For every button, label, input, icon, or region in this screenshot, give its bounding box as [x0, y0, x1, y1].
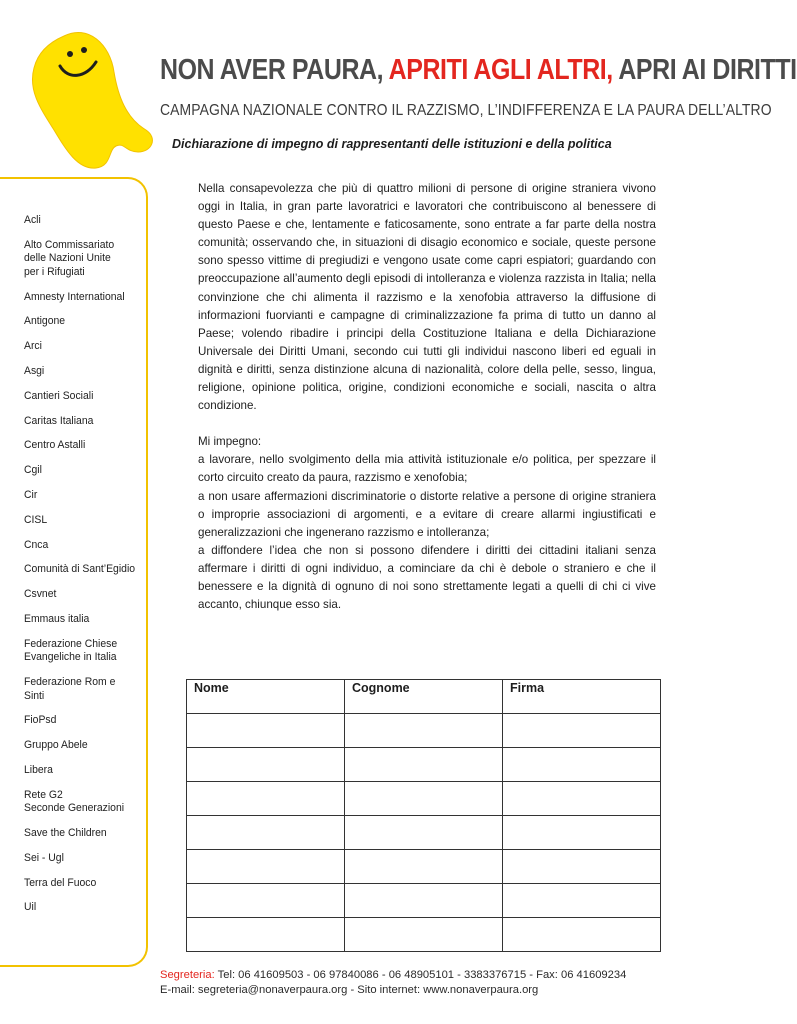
organization-item: Arci — [24, 340, 42, 353]
organizations-list — [24, 214, 146, 926]
footer-contacts — [160, 968, 626, 998]
signature-row — [187, 884, 661, 918]
signature-row — [187, 816, 661, 850]
firma-cell[interactable] — [503, 748, 661, 782]
preamble-paragraph: Nella consapevolezza che più di quattro milioni di persone di origine straniera vivono oggi in Italia, in gran parte lavoratrici e lavoratori che contribuiscono al benessere di questo Paese e che, lentamente e faticosamente, sono entrate a far parte della nostra comunità; osservando che, in situazioni di disagio economico e sociale, queste persone sono spesso vittime di pregiudizi e vengono usate come capri espiatori; guardando con preoccupazione all’aumento degli episodi di intolleranza e violenza razzista in Italia; nella convinzione che chi alimenta il razzismo e la xenofobia attraverso la diffusione di informazioni fuorvianti e campagne di criminalizzazione fa prima di tutto un danno al Paese; volendo ribadire i principi della Costituzione Italiana e della Dichiarazione Universale dei Diritti Umani, secondo cui tutti gli individui nascono liberi ed eguali in dignità e diritti, senza distinzione alcuna di nazionalità, colore della pelle, sesso, lingua, religione, opinione politica, origine, condizioni economiche e sociali, nascita o altra condizione. — [198, 182, 656, 413]
pledge-item-1: a lavorare, nello svolgimento della mia attività istituzionale e/o politica, per spezzare il corto circuito creato da paura, razzismo e xenofobia; — [198, 453, 656, 485]
organization-item: Csvnet — [24, 588, 57, 601]
signature-table — [186, 679, 661, 952]
declaration-body — [198, 180, 656, 614]
nome-cell[interactable] — [187, 816, 345, 850]
nome-cell[interactable] — [187, 918, 345, 952]
cognome-cell[interactable] — [345, 850, 503, 884]
organization-item: Asgi — [24, 364, 45, 377]
nome-cell[interactable] — [187, 714, 345, 748]
pledge-item-2: a non usare affermazioni discriminatorie o distorte relative a persone di origine straniera o improprie associazioni di argomenti, e a evitare di creare allarmi ingiustificati e generalizzazioni che ingenerano razzismo e intolleranza; — [198, 489, 656, 539]
cognome-cell[interactable] — [345, 884, 503, 918]
declaration-heading: Dichiarazione di impegno di rappresentanti delle istituzioni e della politica — [172, 137, 612, 151]
organization-item: Federazione Rom e Sinti — [24, 676, 116, 702]
organization-item: Cantieri Sociali — [24, 389, 94, 402]
paragraph-gap — [198, 415, 656, 433]
cognome-cell[interactable] — [345, 782, 503, 816]
footer-web-line: E-mail: segreteria@nonaverpaura.org - Sito internet: www.nonaverpaura.org — [160, 983, 539, 996]
cognome-cell[interactable] — [345, 748, 503, 782]
firma-cell[interactable] — [503, 850, 661, 884]
firma-cell[interactable] — [503, 714, 661, 748]
organization-item: Caritas Italiana — [24, 414, 94, 427]
nome-cell[interactable] — [187, 748, 345, 782]
organization-item: Libera — [24, 763, 53, 776]
organization-item: CISL — [24, 513, 48, 526]
pledge-intro: Mi impegno: — [198, 435, 262, 449]
signature-table-header — [187, 680, 661, 714]
logo-eye-right — [81, 47, 87, 53]
nome-cell[interactable] — [187, 782, 345, 816]
organization-item: Alto Commissariato delle Nazioni Unite per i Rifugiati — [24, 238, 115, 278]
organization-item: FioPsd — [24, 714, 57, 727]
organization-item: Cir — [24, 488, 38, 501]
column-header-firma: Firma — [503, 680, 661, 714]
pledge-item-3: a diffondere l’idea che non si possono difendere i diritti dei cittadini italiani senza affermare i diritti di ogni individuo, a cominciare da chi è debole o straniero e che il benessere e la dignità di ognuno di noi sono strettamente legati a quelli di chi ci vive accanto, chiunque esso sia. — [198, 543, 656, 612]
firma-cell[interactable] — [503, 782, 661, 816]
cognome-cell[interactable] — [345, 816, 503, 850]
segreteria-label: Segreteria: — [160, 969, 215, 981]
organization-item: Amnesty International — [24, 290, 125, 303]
organization-item: Antigone — [24, 315, 66, 328]
organization-item: Acli — [24, 214, 41, 226]
campaign-logo-ghost-icon — [26, 30, 158, 170]
signature-row — [187, 782, 661, 816]
signature-row — [187, 748, 661, 782]
organization-item: Centro Astalli — [24, 439, 86, 452]
firma-cell[interactable] — [503, 918, 661, 952]
nome-cell[interactable] — [187, 850, 345, 884]
organization-item: Terra del Fuoco — [24, 876, 97, 889]
organization-item: Cgil — [24, 464, 42, 477]
organization-item: Cnca — [24, 538, 49, 551]
organization-item: Rete G2 Seconde Generazioni — [24, 788, 125, 815]
organization-item: Sei - Ugl — [24, 851, 64, 864]
organization-item: Emmaus italia — [24, 612, 90, 625]
organization-item: Federazione Chiese Evangeliche in Italia — [24, 637, 118, 664]
signature-row — [187, 850, 661, 884]
logo-eye-left — [67, 51, 73, 57]
column-header-cognome: Cognome — [345, 680, 503, 714]
organization-item: Uil — [24, 901, 37, 914]
cognome-cell[interactable] — [345, 918, 503, 952]
footer-phones-line — [160, 968, 626, 983]
organization-item: Gruppo Abele — [24, 739, 88, 752]
firma-cell[interactable] — [503, 816, 661, 850]
organization-item: Save the Children — [24, 827, 107, 840]
nome-cell[interactable] — [187, 884, 345, 918]
column-header-nome: Nome — [187, 680, 345, 714]
logo-ghost-body — [32, 32, 152, 168]
firma-cell[interactable] — [503, 884, 661, 918]
title-part-1: NON AVER PAURA, — [160, 54, 389, 86]
title-part-2: APRITI AGLI ALTRI, — [388, 54, 613, 86]
title-part-3: APRI AI DIRITTI — [612, 54, 797, 86]
campaign-subtitle: CAMPAGNA NAZIONALE CONTRO IL RAZZISMO, L’INDIFFERENZA E LA PAURA DELL’ALTRO — [160, 102, 772, 119]
signature-row — [187, 714, 661, 748]
campaign-title — [160, 54, 797, 87]
organization-item: Comunità di Sant’Egidio — [24, 563, 136, 576]
phone-numbers: Tel: 06 41609503 - 06 97840086 - 06 48905101 - 3383376715 - Fax: 06 41609234 — [214, 969, 627, 981]
signature-row — [187, 918, 661, 952]
cognome-cell[interactable] — [345, 714, 503, 748]
